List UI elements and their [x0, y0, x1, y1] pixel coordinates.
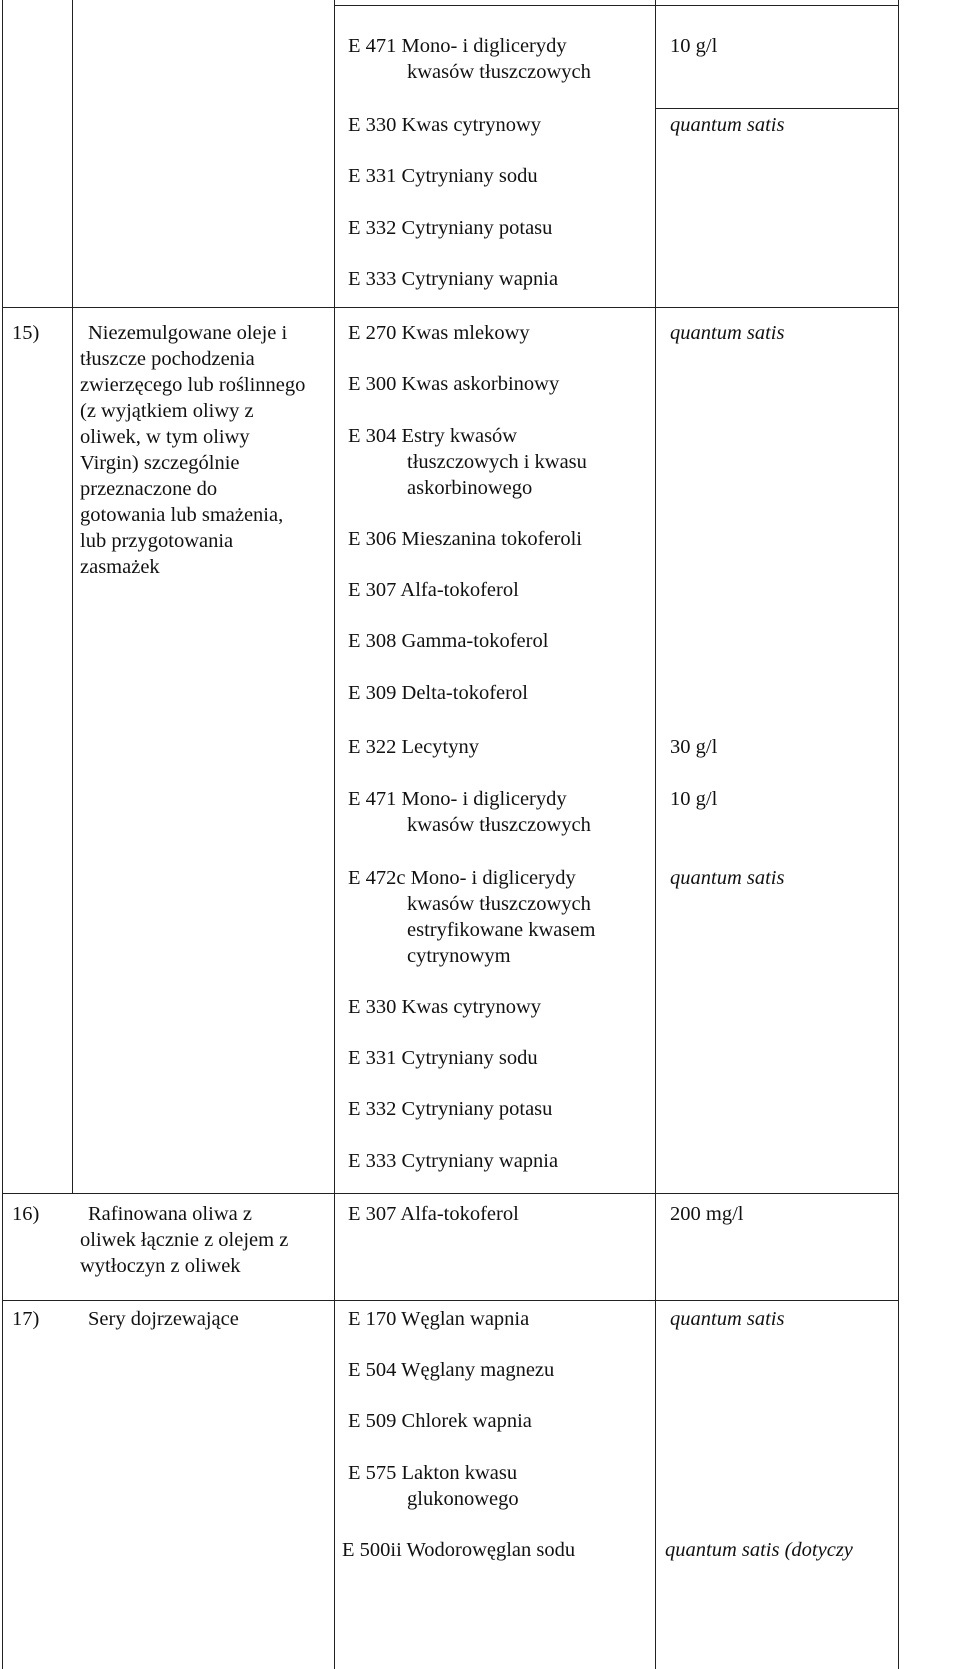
- additive-line: askorbinowego: [407, 477, 533, 499]
- food-line: Sery dojrzewające: [88, 1308, 239, 1330]
- food-line: gotowania lub smażenia,: [80, 504, 284, 526]
- additive-line: E 471 Mono- i diglicerydy: [348, 788, 567, 810]
- additive-line: E 306 Mieszanina tokoferoli: [348, 528, 582, 550]
- additive-line: E 331 Cytryniany sodu: [348, 1047, 538, 1069]
- row-number: 16): [12, 1203, 40, 1225]
- limit-value: 200 mg/l: [670, 1203, 744, 1225]
- sep-cont-limit: [655, 108, 899, 109]
- limit-value: quantum satis: [670, 322, 785, 344]
- additive-line: E 333 Cytryniany wapnia: [348, 268, 559, 290]
- food-line: Rafinowana oliwa z: [88, 1203, 252, 1225]
- food-line: tłuszcze pochodzenia: [80, 348, 255, 370]
- additive-line: E 509 Chlorek wapnia: [348, 1410, 532, 1432]
- food-line: lub przygotowania: [80, 530, 234, 552]
- limit-value: quantum satis: [670, 867, 785, 889]
- food-line: zasmażek: [80, 556, 160, 578]
- additive-line: E 170 Węglan wapnia: [348, 1308, 530, 1330]
- food-line: wytłoczyn z oliwek: [80, 1255, 241, 1277]
- food-line: oliwek, w tym oliwy: [80, 426, 250, 448]
- additive-line: E 332 Cytryniany potasu: [348, 1098, 553, 1120]
- additive-line: estryfikowane kwasem: [407, 919, 596, 941]
- limit-value: 30 g/l: [670, 736, 718, 758]
- additive-line: glukonowego: [407, 1488, 519, 1510]
- sep-row-17: [2, 1300, 899, 1301]
- additive-line: kwasów tłuszczowych: [407, 893, 591, 915]
- limit-value: 10 g/l: [670, 35, 718, 57]
- additive-line: kwasów tłuszczowych: [407, 814, 591, 836]
- food-line: Virgin) szczególnie: [80, 452, 240, 474]
- additive-line: E 331 Cytryniany sodu: [348, 165, 538, 187]
- border-col2: [334, 0, 335, 1669]
- row-number: 15): [12, 322, 40, 344]
- border-right: [898, 0, 899, 1669]
- additive-line: E 332 Cytryniany potasu: [348, 217, 553, 239]
- food-line: zwierzęcego lub roślinnego: [80, 374, 306, 396]
- sep-row-16: [2, 1193, 899, 1194]
- limit-value: quantum satis: [670, 1308, 785, 1330]
- limit-value: quantum satis: [670, 114, 785, 136]
- border-top-partial: [334, 5, 899, 6]
- additive-line: E 300 Kwas askorbinowy: [348, 373, 560, 395]
- additive-line: cytrynowym: [407, 945, 511, 967]
- additive-line: E 308 Gamma-tokoferol: [348, 630, 549, 652]
- additive-line: E 575 Lakton kwasu: [348, 1462, 518, 1484]
- border-col3: [655, 0, 656, 1669]
- additive-line: E 304 Estry kwasów: [348, 425, 518, 447]
- food-line: przeznaczone do: [80, 478, 218, 500]
- food-line: Niezemulgowane oleje i: [88, 322, 288, 344]
- food-line: (z wyjątkiem oliwy z: [80, 400, 254, 422]
- additive-line: E 333 Cytryniany wapnia: [348, 1150, 559, 1172]
- additive-line: E 500ii Wodorowęglan sodu: [342, 1539, 576, 1561]
- additive-line: E 309 Delta-tokoferol: [348, 682, 528, 704]
- additive-line: E 270 Kwas mlekowy: [348, 322, 530, 344]
- additive-line: E 330 Kwas cytrynowy: [348, 114, 542, 136]
- sep-row-15: [2, 307, 899, 308]
- additive-line: tłuszczowych i kwasu: [407, 451, 587, 473]
- row-number: 17): [12, 1308, 40, 1330]
- additive-line: E 471 Mono- i diglicerydy: [348, 35, 567, 57]
- additive-line: kwasów tłuszczowych: [407, 61, 591, 83]
- border-col1: [72, 0, 73, 1193]
- additive-line: E 330 Kwas cytrynowy: [348, 996, 542, 1018]
- additive-line: E 472c Mono- i diglicerydy: [348, 867, 576, 889]
- border-left: [2, 0, 3, 1669]
- additive-line: E 307 Alfa-tokoferol: [348, 1203, 519, 1225]
- additive-line: E 307 Alfa-tokoferol: [348, 579, 519, 601]
- limit-value: 10 g/l: [670, 788, 718, 810]
- additive-line: E 322 Lecytyny: [348, 736, 479, 758]
- food-line: oliwek łącznie z olejem z: [80, 1229, 289, 1251]
- additive-line: E 504 Węglany magnezu: [348, 1359, 555, 1381]
- limit-value: quantum satis (dotyczy: [665, 1539, 853, 1561]
